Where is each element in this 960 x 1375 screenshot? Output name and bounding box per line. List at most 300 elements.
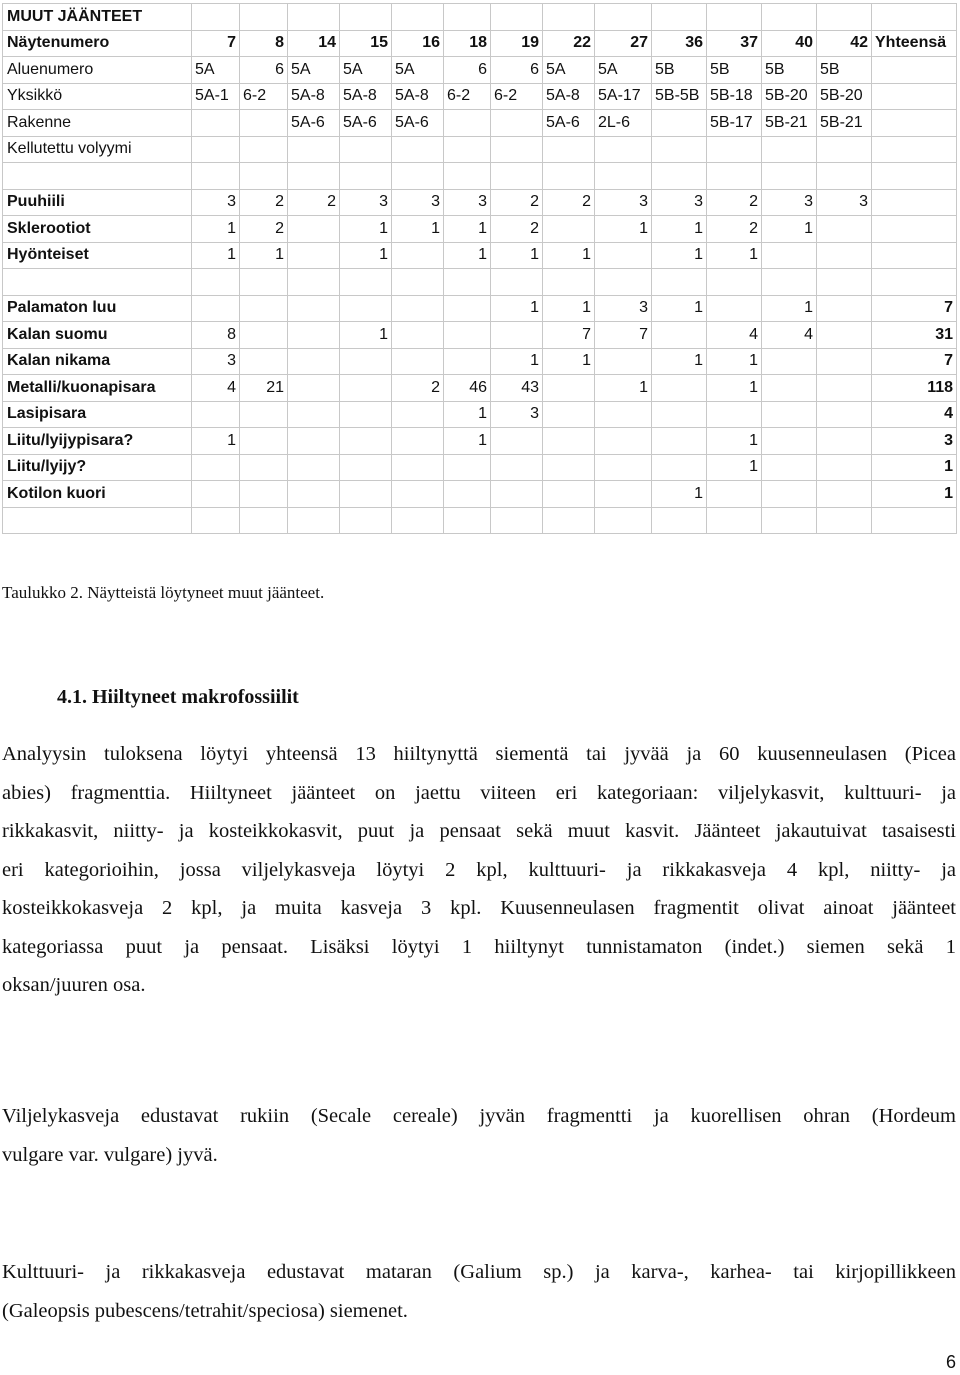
count-cell: 3 [652, 189, 707, 216]
count-cell: 2 [240, 189, 288, 216]
empty-cell [872, 83, 957, 110]
count-cell: 43 [491, 375, 543, 402]
empty-cell [762, 4, 817, 31]
empty-cell [652, 136, 707, 163]
count-cell [288, 375, 340, 402]
count-cell: 1 [392, 216, 444, 243]
paragraph-line: (Galeopsis pubescens/tetrahit/speciosa) siemenet. [2, 1299, 408, 1322]
count-cell [192, 295, 240, 322]
empty-cell [340, 269, 392, 296]
data-row [3, 189, 957, 216]
empty-cell [817, 136, 872, 163]
count-cell: 1 [707, 242, 762, 269]
total-cell: 4 [872, 401, 957, 428]
spacer-row [3, 163, 957, 190]
unit-value: 6-2 [491, 83, 543, 110]
count-cell [240, 401, 288, 428]
row-label: Hyönteiset [3, 242, 192, 269]
rakenne-row [3, 110, 957, 137]
unit-value: 5B-5B [652, 83, 707, 110]
empty-cell [192, 136, 240, 163]
area-value: 6 [444, 57, 491, 84]
structure-value: 5A-6 [288, 110, 340, 137]
sample-number: 8 [240, 30, 288, 57]
paragraph-line: kategoriassa puut ja pensaat. Lisäksi löytyi 1 hiiltynyt tunnistamaton (indet.) siemen sekä 1 [2, 935, 956, 958]
total-cell: 118 [872, 375, 957, 402]
empty-cell [392, 4, 444, 31]
count-cell [817, 322, 872, 349]
total-cell [872, 216, 957, 243]
structure-value [652, 110, 707, 137]
count-cell [491, 322, 543, 349]
empty-cell [543, 136, 595, 163]
empty-cell [872, 507, 957, 534]
count-cell: 1 [340, 216, 392, 243]
structure-value [444, 110, 491, 137]
structure-value: 5B-17 [707, 110, 762, 137]
empty-cell [762, 163, 817, 190]
count-cell: 3 [340, 189, 392, 216]
count-cell [543, 428, 595, 455]
count-cell [288, 348, 340, 375]
paragraph-line: kosteikkokasveja 2 kpl, ja muita kasveja 3 kpl. Kuusenneulasen fragmentit olivat ainoat jäänteet [2, 897, 956, 919]
empty-cell [192, 269, 240, 296]
sample-number: 19 [491, 30, 543, 57]
remains-table [2, 3, 957, 534]
count-cell: 3 [762, 189, 817, 216]
empty-cell [491, 4, 543, 31]
empty-cell [340, 507, 392, 534]
count-cell: 4 [192, 375, 240, 402]
count-cell [543, 481, 595, 508]
count-cell [817, 428, 872, 455]
empty-cell [491, 269, 543, 296]
empty-cell [444, 507, 491, 534]
yksikko-row [3, 83, 957, 110]
count-cell [762, 428, 817, 455]
area-value: 5A [340, 57, 392, 84]
header-label: Näytenumero [3, 30, 192, 57]
data-row [3, 322, 957, 349]
total-cell: 1 [872, 454, 957, 481]
count-cell [444, 454, 491, 481]
count-cell [340, 401, 392, 428]
empty-cell [595, 269, 652, 296]
count-cell [652, 454, 707, 481]
data-row [3, 428, 957, 455]
section-heading: 4.1. Hiiltyneet makrofossiilit [57, 686, 299, 708]
paragraph-1 [2, 735, 956, 1005]
count-cell: 21 [240, 375, 288, 402]
aluenumero-row [3, 57, 957, 84]
empty-cell [392, 507, 444, 534]
count-cell [288, 295, 340, 322]
empty-cell [707, 269, 762, 296]
paragraph-line: vulgare var. vulgare) jyvä. [2, 1143, 218, 1166]
sample-number: 14 [288, 30, 340, 57]
empty-cell [491, 136, 543, 163]
row-label: Lasipisara [3, 401, 192, 428]
count-cell [595, 242, 652, 269]
area-value: 5A [595, 57, 652, 84]
sample-number: 42 [817, 30, 872, 57]
paragraph-2 [2, 1097, 956, 1174]
empty-cell [444, 163, 491, 190]
empty-cell [707, 163, 762, 190]
row-label: Puuhiili [3, 189, 192, 216]
count-cell [762, 454, 817, 481]
count-cell: 4 [707, 322, 762, 349]
structure-value [240, 110, 288, 137]
count-cell [288, 242, 340, 269]
spacer-row [3, 269, 957, 296]
count-cell: 1 [707, 428, 762, 455]
count-cell [491, 428, 543, 455]
count-cell: 2 [288, 189, 340, 216]
count-cell [340, 348, 392, 375]
total-cell [872, 189, 957, 216]
count-cell [340, 295, 392, 322]
count-cell [491, 454, 543, 481]
table-caption: Taulukko 2. Näytteistä löytyneet muut jäänteet. [2, 583, 325, 602]
count-cell: 1 [192, 428, 240, 455]
count-cell [192, 401, 240, 428]
count-cell [817, 295, 872, 322]
count-cell [288, 322, 340, 349]
empty-cell [817, 4, 872, 31]
empty-cell [652, 269, 707, 296]
empty-cell [240, 507, 288, 534]
area-value: 5B [707, 57, 762, 84]
count-cell: 1 [762, 295, 817, 322]
count-cell [817, 454, 872, 481]
structure-value [192, 110, 240, 137]
area-value: 5B [762, 57, 817, 84]
row-label: Kotilon kuori [3, 481, 192, 508]
count-cell: 1 [340, 242, 392, 269]
sample-number: 15 [340, 30, 392, 57]
count-cell: 1 [652, 242, 707, 269]
count-cell [817, 216, 872, 243]
count-cell [817, 242, 872, 269]
count-cell: 8 [192, 322, 240, 349]
area-value: 5B [652, 57, 707, 84]
count-cell [652, 322, 707, 349]
count-cell [240, 454, 288, 481]
empty-cell [817, 269, 872, 296]
empty-cell [595, 163, 652, 190]
empty-cell [3, 507, 192, 534]
count-cell: 1 [652, 481, 707, 508]
count-cell [392, 295, 444, 322]
total-header: Yhteensä [872, 30, 957, 57]
count-cell: 3 [192, 189, 240, 216]
count-cell: 1 [444, 428, 491, 455]
count-cell: 1 [543, 242, 595, 269]
count-cell: 3 [817, 189, 872, 216]
count-cell [762, 481, 817, 508]
empty-cell [444, 269, 491, 296]
count-cell: 1 [444, 401, 491, 428]
count-cell: 2 [707, 189, 762, 216]
empty-cell [288, 136, 340, 163]
count-cell [340, 481, 392, 508]
count-cell [288, 401, 340, 428]
count-cell [817, 401, 872, 428]
count-cell [762, 348, 817, 375]
count-cell: 2 [392, 375, 444, 402]
data-row [3, 295, 957, 322]
area-value: 6 [240, 57, 288, 84]
row-label: Liitu/lyijypisara? [3, 428, 192, 455]
empty-cell [444, 136, 491, 163]
page-number: 6 [945, 1352, 956, 1372]
empty-cell [340, 4, 392, 31]
count-cell [543, 216, 595, 243]
count-cell: 1 [444, 242, 491, 269]
structure-value [491, 110, 543, 137]
empty-cell [392, 163, 444, 190]
count-cell: 1 [652, 295, 707, 322]
count-cell [340, 454, 392, 481]
count-cell: 1 [444, 216, 491, 243]
total-cell: 7 [872, 295, 957, 322]
empty-cell [762, 269, 817, 296]
sample-number: 7 [192, 30, 240, 57]
count-cell [817, 481, 872, 508]
count-cell [595, 428, 652, 455]
table-header-row [3, 30, 957, 57]
count-cell: 2 [543, 189, 595, 216]
count-cell [240, 348, 288, 375]
unit-value: 5A-17 [595, 83, 652, 110]
row-label: Palamaton luu [3, 295, 192, 322]
count-cell [707, 401, 762, 428]
count-cell [288, 428, 340, 455]
empty-cell [543, 4, 595, 31]
empty-cell [3, 163, 192, 190]
unit-value: 5B-18 [707, 83, 762, 110]
count-cell [392, 242, 444, 269]
data-row [3, 375, 957, 402]
empty-cell [762, 136, 817, 163]
count-cell: 7 [543, 322, 595, 349]
count-cell [817, 375, 872, 402]
spacer-row [3, 507, 957, 534]
count-cell [707, 295, 762, 322]
empty-cell [543, 163, 595, 190]
count-cell [652, 428, 707, 455]
table-title-row [3, 4, 957, 31]
empty-cell [707, 4, 762, 31]
count-cell: 2 [491, 216, 543, 243]
empty-cell [872, 136, 957, 163]
count-cell [491, 481, 543, 508]
structure-value: 5A-6 [340, 110, 392, 137]
unit-value: 6-2 [240, 83, 288, 110]
empty-cell [817, 163, 872, 190]
count-cell: 2 [240, 216, 288, 243]
data-row [3, 454, 957, 481]
count-cell: 3 [392, 189, 444, 216]
count-cell: 7 [595, 322, 652, 349]
empty-cell [288, 163, 340, 190]
count-cell: 1 [707, 454, 762, 481]
count-cell [817, 348, 872, 375]
count-cell: 1 [192, 242, 240, 269]
count-cell: 1 [707, 348, 762, 375]
count-cell [444, 481, 491, 508]
paragraph-line: oksan/juuren osa. [2, 974, 146, 996]
empty-cell [543, 269, 595, 296]
area-value: 5A [543, 57, 595, 84]
data-row [3, 348, 957, 375]
sample-number: 36 [652, 30, 707, 57]
structure-value: 5A-6 [392, 110, 444, 137]
data-row [3, 242, 957, 269]
count-cell [543, 375, 595, 402]
empty-cell [240, 136, 288, 163]
count-cell [288, 481, 340, 508]
count-cell [762, 242, 817, 269]
total-cell: 3 [872, 428, 957, 455]
empty-cell [392, 136, 444, 163]
count-cell: 3 [444, 189, 491, 216]
structure-value: 5A-6 [543, 110, 595, 137]
count-cell: 46 [444, 375, 491, 402]
row-label: Aluenumero [3, 57, 192, 84]
empty-cell [240, 4, 288, 31]
paragraph-line: rikkakasvit, niitty- ja kosteikkokasvit, puut ja pensaat sekä muut kasvit. Jäänteet jakautuivat tasaisesti [2, 820, 956, 842]
count-cell [392, 348, 444, 375]
empty-cell [595, 136, 652, 163]
empty-cell [392, 269, 444, 296]
unit-value: 5A-8 [340, 83, 392, 110]
row-label: Kellutettu volyymi [3, 136, 192, 163]
count-cell [595, 401, 652, 428]
count-cell [444, 348, 491, 375]
count-cell: 1 [707, 375, 762, 402]
empty-cell [288, 269, 340, 296]
total-cell: 7 [872, 348, 957, 375]
empty-cell [872, 163, 957, 190]
count-cell: 1 [595, 375, 652, 402]
area-value: 5A [288, 57, 340, 84]
count-cell: 3 [491, 401, 543, 428]
sample-number: 16 [392, 30, 444, 57]
paragraph-line: Viljelykasveja edustavat rukiin (Secale cereale) jyvän fragmentti ja kuorellisen ohran (Hordeum [2, 1105, 956, 1127]
count-cell [392, 481, 444, 508]
data-row [3, 481, 957, 508]
count-cell: 1 [240, 242, 288, 269]
empty-cell [192, 507, 240, 534]
unit-value: 5B-20 [762, 83, 817, 110]
count-cell [652, 375, 707, 402]
count-cell: 1 [762, 216, 817, 243]
structure-value: 5B-21 [817, 110, 872, 137]
count-cell: 1 [491, 242, 543, 269]
count-cell [240, 428, 288, 455]
count-cell [444, 322, 491, 349]
count-cell [444, 295, 491, 322]
empty-cell [872, 4, 957, 31]
empty-cell [652, 163, 707, 190]
count-cell: 1 [543, 295, 595, 322]
unit-value: 5A-8 [288, 83, 340, 110]
empty-cell [652, 507, 707, 534]
count-cell: 1 [595, 216, 652, 243]
row-label: Metalli/kuonapisara [3, 375, 192, 402]
data-row [3, 401, 957, 428]
data-row [3, 216, 957, 243]
sample-number: 22 [543, 30, 595, 57]
count-cell [288, 216, 340, 243]
count-cell [595, 481, 652, 508]
count-cell [240, 481, 288, 508]
empty-cell [595, 507, 652, 534]
count-cell: 1 [652, 348, 707, 375]
row-label: Sklerootiot [3, 216, 192, 243]
empty-cell [817, 507, 872, 534]
row-label: Kalan nikama [3, 348, 192, 375]
total-cell [872, 242, 957, 269]
count-cell: 1 [491, 348, 543, 375]
count-cell [192, 454, 240, 481]
count-cell: 1 [192, 216, 240, 243]
unit-value: 5A-8 [392, 83, 444, 110]
unit-value: 5B-20 [817, 83, 872, 110]
area-value: 6 [491, 57, 543, 84]
empty-cell [3, 269, 192, 296]
count-cell [240, 322, 288, 349]
empty-cell [192, 4, 240, 31]
empty-cell [444, 4, 491, 31]
paragraph-line: eri kategorioihin, jossa viljelykasveja löytyi 2 kpl, kulttuuri- ja rikkakasveja 4 kpl, niitty- ja [2, 858, 956, 881]
paragraph-3 [2, 1253, 956, 1330]
empty-cell [491, 507, 543, 534]
paragraph-line: Analyysin tuloksena löytyi yhteensä 13 hiiltynyttä siementä tai jyvää ja 60 kuusenneulasen (Picea [2, 743, 956, 765]
empty-cell [652, 4, 707, 31]
count-cell [762, 401, 817, 428]
sample-number: 37 [707, 30, 762, 57]
count-cell [392, 428, 444, 455]
unit-value: 5A-8 [543, 83, 595, 110]
empty-cell [872, 110, 957, 137]
unit-value: 5A-1 [192, 83, 240, 110]
count-cell: 4 [762, 322, 817, 349]
count-cell: 1 [652, 216, 707, 243]
total-cell: 1 [872, 481, 957, 508]
paragraph-line: abies) fragmenttia. Hiiltyneet jäänteet on jaettu viiteen eri kategoriaan: viljelykasvit, kulttuuri- ja [2, 781, 956, 804]
empty-cell [707, 507, 762, 534]
empty-cell [240, 163, 288, 190]
count-cell: 3 [595, 189, 652, 216]
count-cell: 1 [491, 295, 543, 322]
count-cell: 1 [340, 322, 392, 349]
count-cell [595, 348, 652, 375]
count-cell: 2 [491, 189, 543, 216]
count-cell [392, 454, 444, 481]
count-cell [595, 454, 652, 481]
sample-number: 18 [444, 30, 491, 57]
row-label: Liitu/lyijy? [3, 454, 192, 481]
count-cell [192, 481, 240, 508]
empty-cell [543, 507, 595, 534]
count-cell [288, 454, 340, 481]
empty-cell [491, 163, 543, 190]
row-label: Rakenne [3, 110, 192, 137]
count-cell [240, 295, 288, 322]
